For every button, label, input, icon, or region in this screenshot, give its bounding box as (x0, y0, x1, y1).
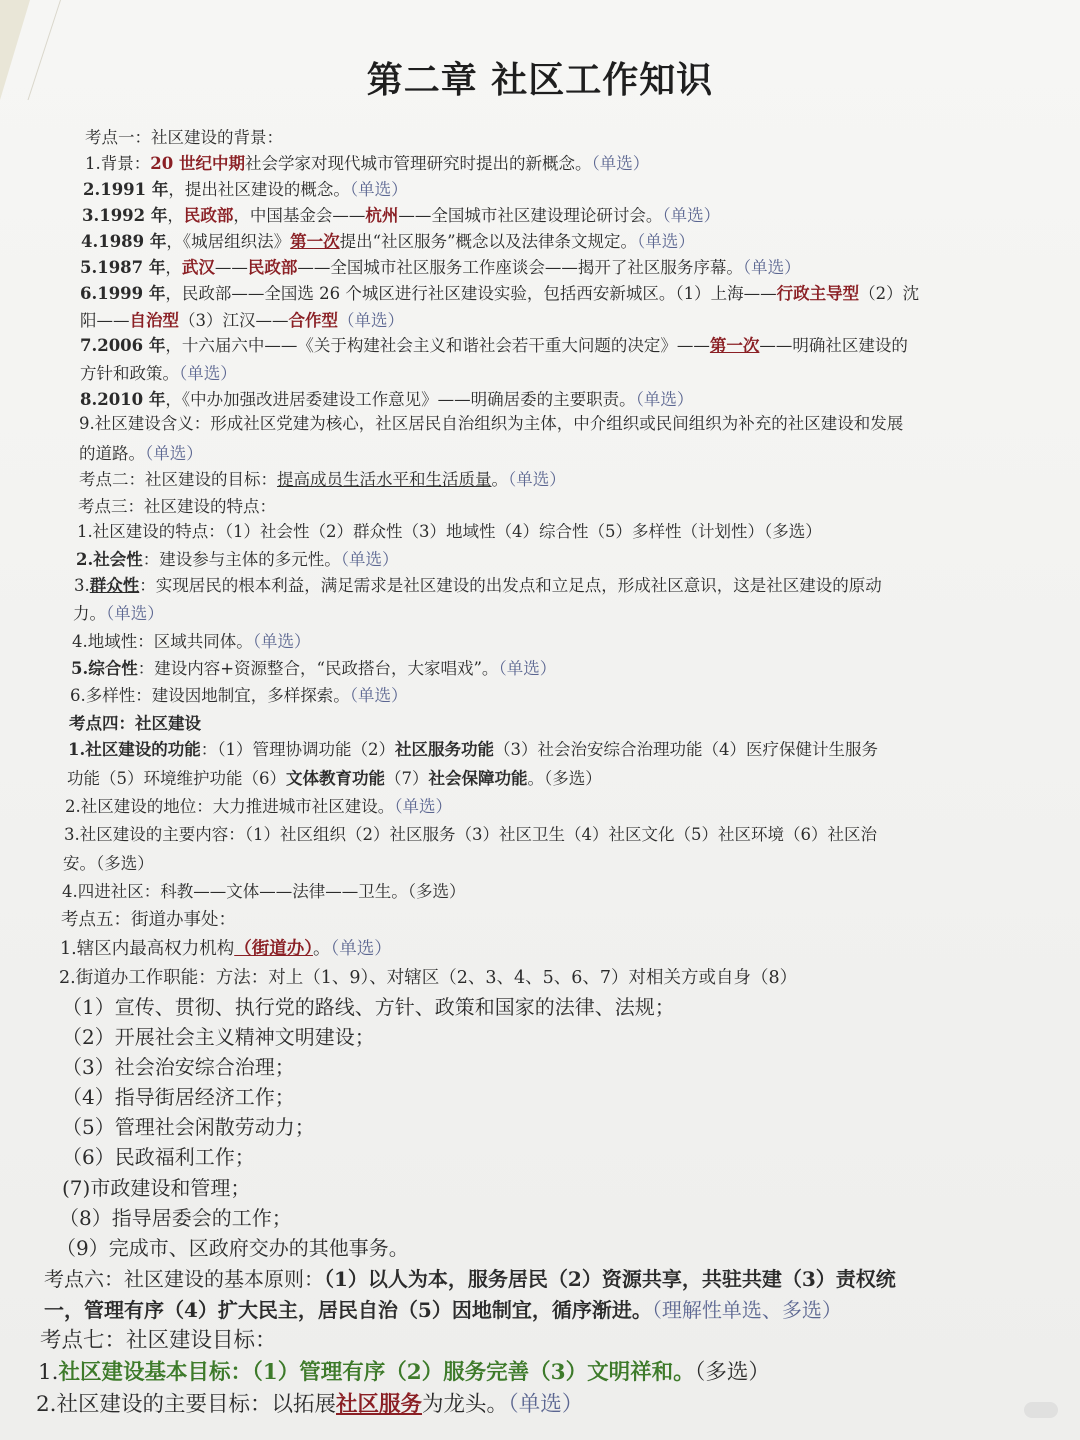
section6-line-2: 一，管理有序（4）扩大民主，居民自治（5）因地制宜，循序渐进。（理解性单选、多选） (44, 1298, 842, 1322)
s5-duty-2: （2）开展社会主义精神文明建设； (62, 1025, 375, 1049)
s7-item-1: 1.社区建设基本目标：（1）管理有序（2）服务完善（3）文明祥和。（多选） (38, 1360, 770, 1385)
chapter-title: 第二章 社区工作知识 (366, 59, 714, 101)
s1-item-8: 8.2010 年，《中办加强改进居委建设工作意见》——明确居委的主要职责。（单选） (80, 390, 694, 409)
section2-line: 考点二：社区建设的目标：提高成员生活水平和生活质量。（单选） (79, 470, 566, 489)
s1-item-6: 6.1999 年，民政部——全国选 26 个城区进行社区建设实验，包括西安新城区。（1）上海——行政主导型（2）沈 (80, 284, 920, 303)
s4-item-1: 1.社区建设的功能：（1）管理协调功能（2）社区服务功能（3）社会治安综合治理功能（4）医疗保健计生服务 (68, 740, 878, 759)
s3-item-5: 5.综合性：建设内容+资源整合，“民政搭台，大家唱戏”。（单选） (71, 659, 557, 678)
watermark-badge (1024, 1402, 1058, 1418)
s4-item-3: 3.社区建设的主要内容：（1）社区组织（2）社区服务（3）社区卫生（4）社区文化（5）社区环境（6）社区治 (64, 825, 877, 844)
s3-item-1: 1.社区建设的特点：（1）社会性（2）群众性（3）地域性（4）综合性（5）多样性（计划性）（多选） (77, 522, 822, 541)
s4-item-4: 4.四进社区：科教——文体——法律——卫生。（多选） (62, 882, 466, 901)
s5-item-1: 1.辖区内最高权力机构（街道办）。（单选） (60, 939, 392, 959)
section6-line-1: 考点六：社区建设的基本原则：（1）以人为本，服务居民（2）资源共享，共驻共建（3）责权统 (44, 1267, 896, 1291)
s5-duty-3: （3）社会治安综合治理； (62, 1055, 295, 1079)
section7-heading: 考点七：社区建设目标： (40, 1328, 277, 1353)
s1-item-4: 4.1989 年，《城居组织法》第一次提出“社区服务”概念以及法律条文规定。（单选） (81, 232, 695, 251)
s5-duty-7: (7)市政建设和管理； (62, 1176, 251, 1200)
section5-heading: 考点五：街道办事处： (61, 910, 236, 930)
s1-item-2: 2.1991 年，提出社区建设的概念。（单选） (83, 180, 408, 199)
s5-duty-5: （5）管理社会闲散劳动力； (62, 1115, 315, 1139)
s5-duty-6: （6）民政福利工作； (62, 1145, 255, 1169)
s1-item-6-cont: 阳——自治型（3）江汉——合作型（单选） (80, 311, 404, 330)
s3-item-4: 4.地域性：区域共同体。（单选） (72, 632, 311, 651)
s1-item-1: 1.背景：20 世纪中期社会学家对现代城市管理研究时提出的新概念。（单选） (85, 154, 650, 173)
s1-item-7: 7.2006 年，十六届六中——《关于构建社会主义和谐社会若干重大问题的决定》——第一次——明确社区建设的 (80, 336, 908, 355)
section4-heading: 考点四：社区建设 (69, 714, 201, 733)
s1-item-7-cont: 方针和政策。（单选） (80, 364, 237, 383)
s1-item-5: 5.1987 年，武汉——民政部——全国城市社区服务工作座谈会——揭开了社区服务序幕。（单选） (80, 258, 801, 277)
s7-item-2: 2.社区建设的主要目标：以拓展社区服务为龙头。（单选） (36, 1392, 584, 1417)
s1-item-9: 9.社区建设含义：形成社区党建为核心，社区居民自治组织为主体，中介组织或民间组织为补充的社区建设和发展 (79, 414, 904, 433)
s3-item-6: 6.多样性：建设因地制宜，多样探索。（单选） (70, 686, 408, 705)
s3-item-3-cont: 力。（单选） (73, 604, 164, 623)
s3-item-2: 2.社会性：建设参与主体的多元性。（单选） (76, 550, 399, 569)
s5-duty-1: （1）宣传、贯彻、执行党的路线、方针、政策和国家的法律、法规； (62, 995, 675, 1019)
s5-duty-4: （4）指导街居经济工作； (62, 1085, 295, 1109)
section1-heading: 考点一：社区建设的背景： (85, 128, 283, 147)
section3-heading: 考点三：社区建设的特点： (78, 497, 276, 516)
s1-item-3: 3.1992 年，民政部，中国基金会——杭州——全国城市社区建设理论研讨会。（单选） (82, 206, 721, 225)
s4-item-1-cont: 功能（5）环境维护功能（6）文体教育功能（7）社会保障功能。（多选） (67, 769, 602, 788)
s5-duty-8: （8）指导居委会的工作； (59, 1206, 292, 1230)
s5-item-2: 2.街道办工作职能：方法：对上（1、9）、对辖区（2、3、4、5、6、7）对相关方或自身（8） (59, 968, 798, 988)
s3-item-3: 3.群众性：实现居民的根本利益，满足需求是社区建设的出发点和立足点，形成社区意识，这是社区建设的原动 (74, 576, 882, 595)
s4-item-2: 2.社区建设的地位：大力推进城市社区建设。（单选） (65, 797, 452, 816)
s5-duty-9: （9）完成市、区政府交办的其他事务。 (56, 1236, 409, 1260)
s1-item-9-cont: 的道路。（单选） (79, 444, 203, 463)
s4-item-3-cont: 安。（多选） (63, 854, 154, 873)
